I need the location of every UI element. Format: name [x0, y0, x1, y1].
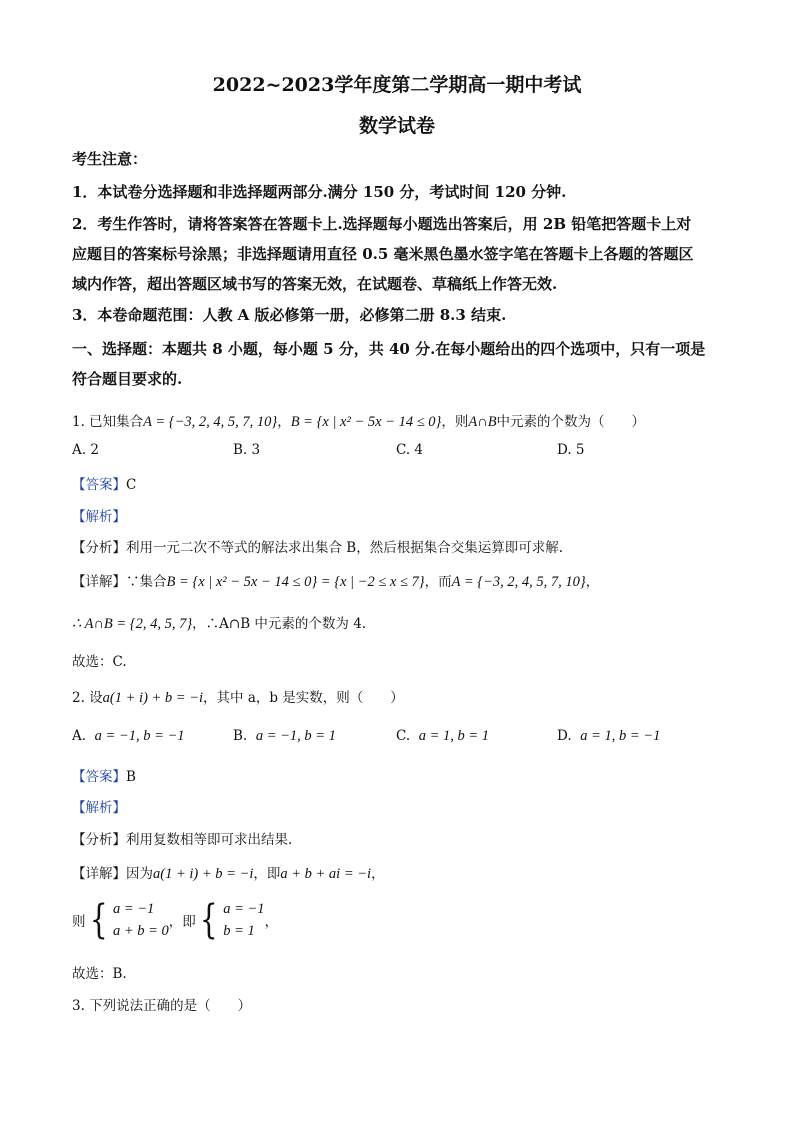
- answer-tag: 【答案】: [72, 769, 126, 785]
- answer-value: B: [126, 769, 136, 785]
- detail-mid: ，即: [253, 866, 281, 882]
- question-2-detail: [72, 862, 726, 883]
- question-2-fenxi: [72, 828, 726, 848]
- detail-math-1: B = {x | x² − 5x − 14 ≤ 0} = {x | −2 ≤ x ≤ 7}: [166, 574, 425, 590]
- question-1-comma: ，: [277, 414, 291, 430]
- system-ji: ，即: [168, 914, 196, 930]
- question-1-expr: A∩B: [468, 414, 497, 430]
- option-letter: D.: [557, 728, 572, 744]
- question-2-expr: a(1 + i) + b = −i: [102, 690, 204, 706]
- question-2-system: [72, 898, 726, 942]
- question-1-detail: [72, 570, 726, 591]
- analysis-tag: 【解析】: [72, 509, 126, 525]
- question-2-analysis: [72, 796, 726, 816]
- detail-math-2: A = {−3, 2, 4, 5, 7, 10}: [451, 574, 586, 590]
- system-then: 则: [72, 914, 86, 930]
- option-math: a = −1, b = 1: [255, 728, 336, 744]
- system-end: ，: [264, 914, 279, 930]
- section-heading-line-1: 一、选择题：本题共 8 小题，每小题 5 分，共 40 分.在每小题给出的四个选项中，只有一项是: [72, 340, 706, 358]
- question-1-option-a: A. 2: [72, 442, 99, 458]
- left-brace-icon: {: [199, 897, 218, 943]
- equation-system-1: [86, 898, 169, 942]
- detail-pre: 因为: [126, 866, 153, 882]
- question-1-fenxi: [72, 536, 726, 556]
- question-1-prefix: 1. 已知集合: [72, 414, 144, 430]
- question-1-set-b: B = {x | x² − 5x − 14 ≤ 0}: [290, 414, 442, 430]
- system-2-line-1: a = −1: [223, 901, 265, 917]
- option-math: a = −1, b = −1: [94, 728, 185, 744]
- detail-mid: ，而: [424, 574, 452, 590]
- question-3-stem: 3. 下列说法正确的是（ ）: [72, 998, 252, 1014]
- detail-math-2: a + b + ai = −i: [280, 866, 372, 882]
- question-2-option-d: [557, 728, 660, 745]
- analysis-tag: 【解析】: [72, 800, 126, 816]
- notice-item-2-line-2: 应题目的答案标号涂黑；非选择题请用直径 0.5 毫米黑色墨水签字笔在答题卡上各题的答题区: [72, 245, 694, 263]
- question-2-suffix: ，其中 a，b 是实数，则（ ）: [203, 690, 404, 706]
- detail-end: ，: [371, 866, 385, 882]
- fenxi-text: 利用复数相等即可求出结果.: [126, 832, 293, 848]
- section-heading-line-2: 符合题目要求的.: [72, 370, 183, 388]
- detail-pre: ∵集合: [126, 574, 167, 590]
- fenxi-tag: 【分析】: [72, 540, 126, 556]
- detail-tag: 【详解】: [72, 866, 126, 882]
- notice-heading: 考生注意：: [72, 150, 148, 168]
- fenxi-tag: 【分析】: [72, 832, 126, 848]
- system-1-line-2: a + b = 0: [112, 923, 169, 939]
- question-1-answer: [72, 473, 726, 493]
- answer-value: C: [126, 477, 137, 493]
- option-letter: B.: [233, 728, 248, 744]
- system-2-line-2: b = 1: [223, 923, 255, 939]
- question-1-suffix: 中元素的个数为（ ）: [496, 414, 646, 430]
- notice-item-3: 3．本卷命题范围：人教 A 版必修第一册，必修第二册 8.3 结束.: [72, 306, 507, 324]
- question-2-stem: [72, 686, 726, 707]
- option-math: a = 1, b = −1: [580, 728, 661, 744]
- notice-item-2-line-3: 域内作答，超出答题区域书写的答案无效，在试题卷、草稿纸上作答无效.: [72, 275, 558, 293]
- detail-end: ，: [585, 574, 600, 590]
- detail-math-1: a(1 + i) + b = −i: [153, 866, 254, 882]
- question-1-set-a: A = {−3, 2, 4, 5, 7, 10}: [143, 414, 278, 430]
- detail-tag: 【详解】: [72, 574, 126, 590]
- question-1-choice: 故选：C.: [72, 654, 127, 670]
- question-1-mid: ，则: [441, 414, 469, 430]
- question-1-option-d: D. 5: [557, 442, 585, 458]
- option-letter: A.: [72, 728, 87, 744]
- left-brace-icon: {: [89, 897, 108, 943]
- exam-title: 2022~2023学年度第二学期高一期中考试: [212, 74, 582, 96]
- intersection-result: ∴ A∩B = {2, 4, 5, 7}: [72, 616, 193, 632]
- question-2-option-b: [233, 728, 336, 745]
- question-1-option-b: B. 3: [233, 442, 261, 458]
- question-2-choice: 故选：B.: [72, 966, 127, 982]
- question-1-stem: [72, 410, 726, 431]
- question-2-option-a: [72, 728, 185, 745]
- notice-item-2-line-1: 2．考生作答时，请将答案答在答题卡上.选择题每小题选出答案后，用 2B 铅笔把答题卡上对: [72, 215, 692, 233]
- system-1-line-1: a = −1: [112, 901, 155, 917]
- option-math: a = 1, b = 1: [418, 728, 490, 744]
- question-1-option-c: C. 4: [396, 442, 424, 458]
- question-1-analysis: [72, 505, 726, 525]
- answer-tag: 【答案】: [72, 477, 126, 493]
- question-2-answer: [72, 765, 726, 785]
- exam-subtitle: 数学试卷: [358, 115, 435, 137]
- equation-system-2: [196, 898, 265, 942]
- fenxi-text: 利用一元二次不等式的解法求出集合 B，然后根据集合交集运算即可求解.: [126, 540, 564, 556]
- intersection-count-text: ，∴A∩B 中元素的个数为 4.: [192, 616, 367, 632]
- question-1-detail-line-2: [72, 612, 726, 633]
- question-2-prefix: 2. 设: [72, 690, 103, 706]
- notice-item-1: 1．本试卷分选择题和非选择题两部分.满分 150 分，考试时间 120 分钟.: [72, 183, 567, 201]
- question-2-option-c: [396, 728, 489, 745]
- option-letter: C.: [396, 728, 411, 744]
